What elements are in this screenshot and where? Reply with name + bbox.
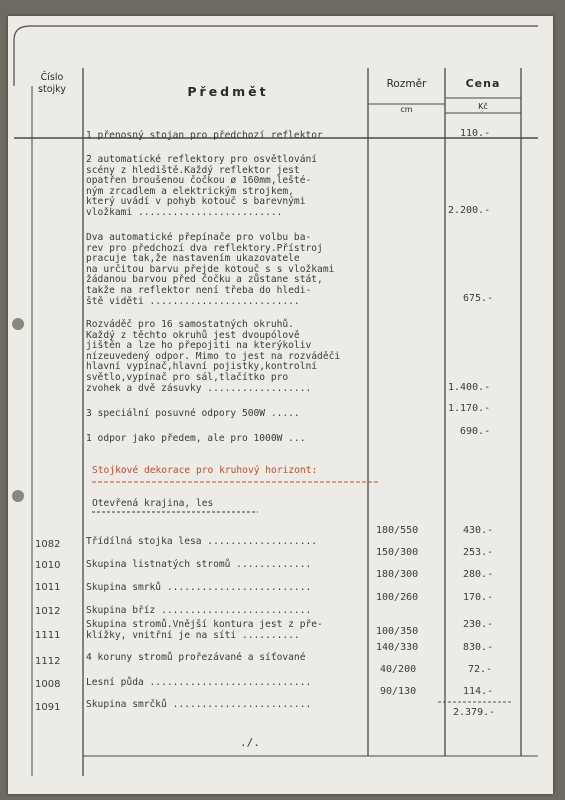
- entry-text: 1 přenosný stojan pro předchozí reflektor: [86, 130, 323, 141]
- row-text: Skupina bříz ..........................: [86, 605, 312, 616]
- row-text: Skupina smrčků ........................: [86, 699, 312, 710]
- row-number: 1091: [35, 702, 61, 713]
- row-text: Skupina smrků .........................: [86, 582, 312, 593]
- row-size: 180/300: [376, 569, 419, 580]
- document-page: [8, 16, 553, 794]
- row-price: 430.-: [463, 525, 494, 536]
- row-text: Lesní půda ............................: [86, 677, 312, 688]
- row-price: 230.-: [463, 619, 494, 630]
- row-number: 1082: [35, 539, 61, 550]
- row-size: 150/300: [376, 547, 419, 558]
- row-text: 4 koruny stromů prořezávané a síťované: [86, 652, 306, 663]
- subsection-title: Otevřená krajina, les: [92, 498, 214, 509]
- entry-price: 110.-: [460, 128, 491, 139]
- row-number: 1008: [35, 679, 61, 690]
- row-number: 1011: [35, 582, 61, 593]
- binder-hole: [12, 490, 24, 502]
- row-price: 170.-: [463, 592, 494, 603]
- total-price: 2.379.-: [453, 707, 496, 718]
- entry-text: 1 odpor jako předem, ale pro 1000W ...: [86, 433, 306, 444]
- row-price: 280.-: [463, 569, 494, 580]
- column-header-price-unit: Kč: [478, 102, 488, 111]
- row-text: Třídílná stojka lesa ...................: [86, 536, 318, 547]
- row-price: 253.-: [463, 547, 494, 558]
- entry-price: 690.-: [460, 426, 491, 437]
- section-title: Stojkové dekorace pro kruhový horizont:: [92, 465, 318, 476]
- row-text: Skupina stromů.Vnější kontura jest z pře- klížky, vnitřní je na síti ..........: [86, 619, 323, 641]
- row-size: 90/130: [380, 686, 417, 697]
- entry-price: 2.200.-: [448, 205, 491, 216]
- row-size: 180/550: [376, 525, 419, 536]
- row-text: Skupina listnatých stromů .............: [86, 559, 312, 570]
- row-size: 140/330: [376, 642, 419, 653]
- entry-text: Dva automatické přepínače pro volbu ba- rev pro předchozí dva reflektory.Přístroj pracuje tak,že nastavením ukazovatele na určitou barvu přejde kotouč s s vložkami žádanou barvou před čočku a zůstane stát, takže na reflektor není třeba do hledi- ště viděti ..........................: [86, 232, 335, 307]
- column-header-number: Číslo stojky: [38, 72, 66, 95]
- row-size: 40/200: [380, 664, 417, 675]
- row-number: 1111: [35, 630, 61, 641]
- row-size: 100/260: [376, 592, 419, 603]
- column-header-size-unit: cm: [400, 105, 413, 114]
- entry-price: 1.170.-: [448, 403, 491, 414]
- column-header-size: Rozměr: [386, 78, 427, 90]
- row-price: 72.-: [468, 664, 493, 675]
- row-number: 1010: [35, 560, 61, 571]
- row-number: 1112: [35, 656, 61, 667]
- row-size: 100/350: [376, 626, 419, 637]
- continuation-mark: ./.: [240, 736, 260, 749]
- column-header-item: Předmět: [187, 84, 269, 99]
- entry-price: 675.-: [463, 293, 494, 304]
- row-price: 114.-: [463, 686, 494, 697]
- row-price: 830.-: [463, 642, 494, 653]
- entry-price: 1.400.-: [448, 382, 491, 393]
- entry-text: 2 automatické reflektory pro osvětlování scény z hlediště.Každý reflektor jest opatřen broušenou čočkou ø 160mm,lešté- ným zrcadlem a elektrickým strojkem, který uvádí v pohyb kotouč s barevnými vložkami .........................: [86, 154, 318, 218]
- entry-text: Rozváděč pro 16 samostatných okruhů. Každý z těchto okruhů jest dvoupólově jištěn a lze ho přepojiti na kterýkoliv nízeuvedený odpor. Mimo to jest na rozváděči hlavní vypínač,hlavní pojistky,kontrolní světlo,vypínač pro sál,tlačítko pro zvohek a dvě zásuvky ..................: [86, 319, 341, 394]
- row-number: 1012: [35, 606, 61, 617]
- column-header-price: Cena: [465, 77, 501, 90]
- binder-hole: [12, 318, 24, 330]
- entry-text: 3 speciální posuvné odpory 500W .....: [86, 408, 300, 419]
